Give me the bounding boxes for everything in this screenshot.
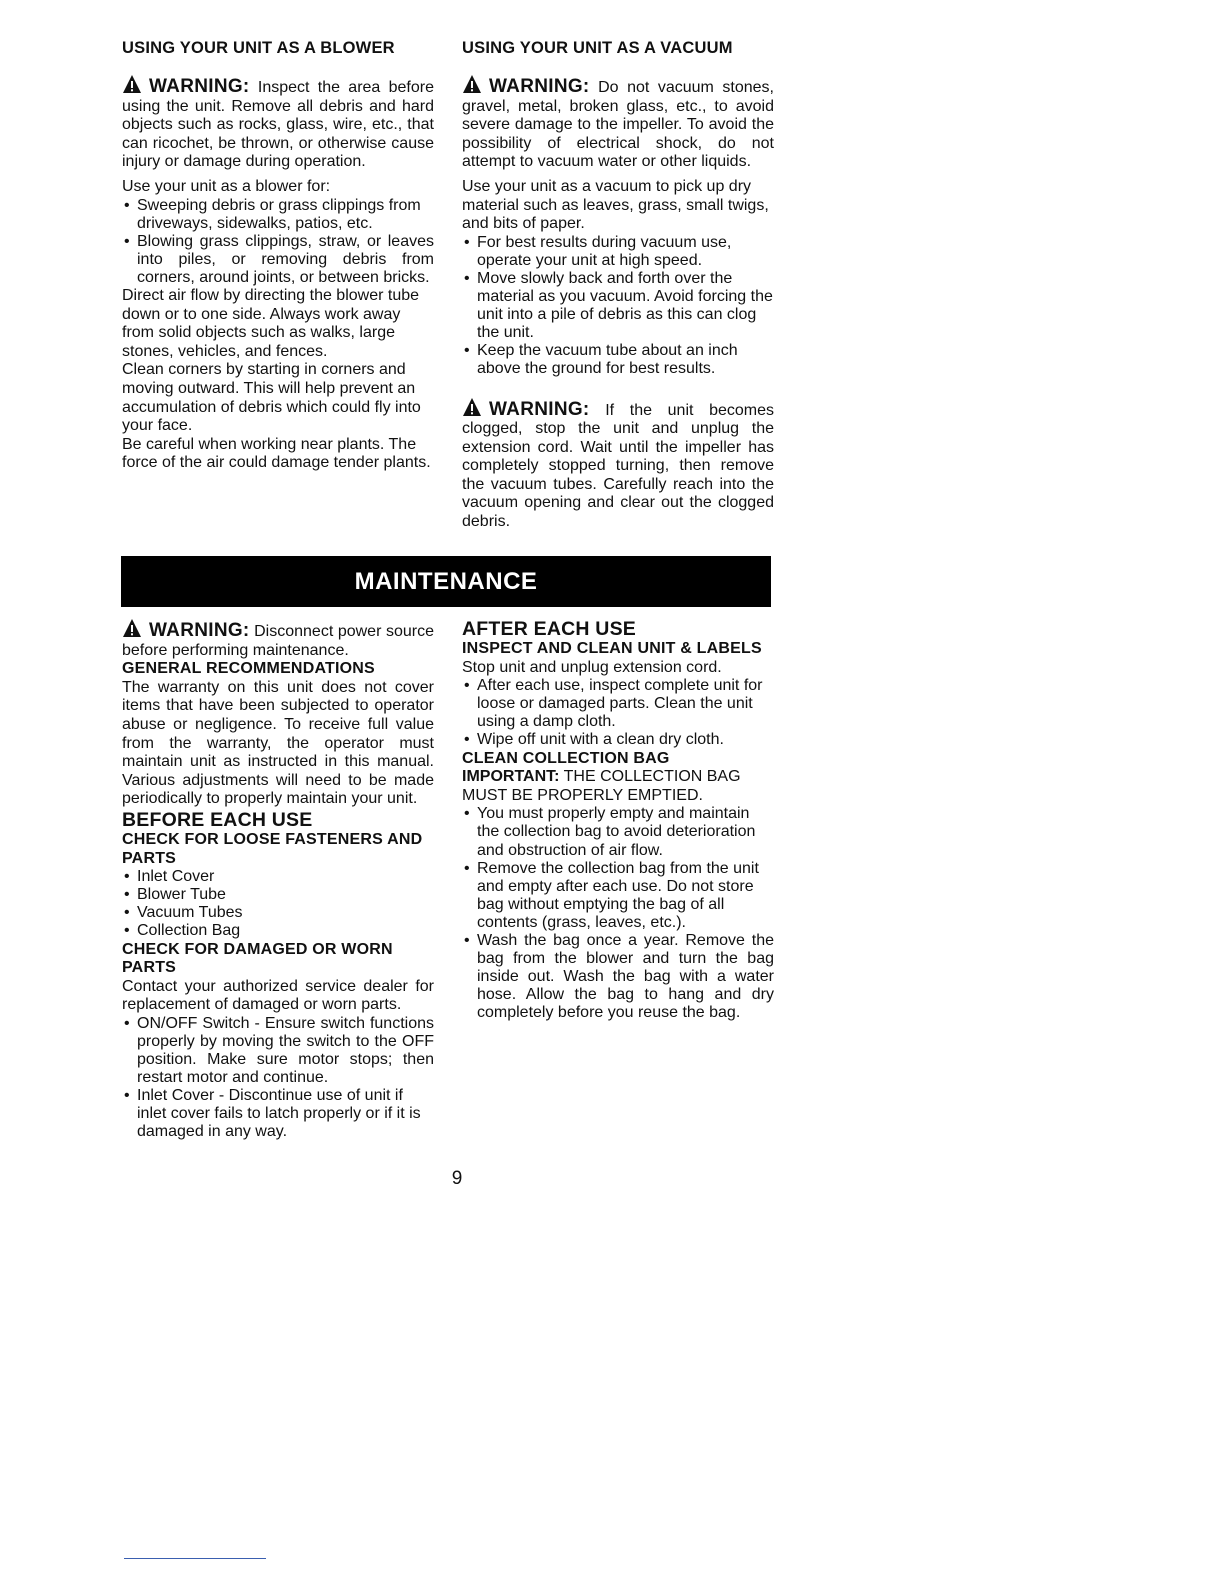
list-item: • Collection Bag [122,922,434,940]
important-note [462,768,774,805]
warning-text: Inspect the area before using the unit. Remove all debris and hard objects such as rocks, glass, wire, etc., that can ricochet, be thrown, or otherwise cause injury or damage during operation. [122,79,434,171]
vacuum-warning-clogged [462,397,774,532]
blower-list [122,197,434,287]
vacuum-section [462,38,774,538]
list-item: • Inlet Cover [122,868,434,886]
list-item: • Wipe off unit with a clean dry cloth. [462,731,774,749]
warning-text: Do not vacuum stones, gravel, metal, broken glass, etc., to avoid severe damage to the impeller. To avoid the possibility of electrical shock, do not attempt to vacuum water or other liquids. [462,79,774,171]
maintenance-left [122,618,434,1142]
check-damaged-heading: CHECK FOR DAMAGED OR WORN PARTS [122,940,393,977]
warning-label: WARNING: [489,398,590,420]
warning-triangle-icon [462,74,488,94]
before-each-use-heading: BEFORE EACH USE [122,808,313,831]
list-item: • ON/OFF Switch - Ensure switch functions properly by moving the switch to the OFF position. Make sure motor stops; then restart motor and continue. [122,1015,434,1087]
blower-warning [122,74,434,172]
general-recommendations-heading: GENERAL RECOMMENDATIONS [122,660,375,678]
page-number: 9 [451,1168,463,1189]
blower-paragraph: Clean corners by starting in corners and moving outward. This will help prevent an accumulation of debris which could fly into your face. [122,361,421,435]
inspect-clean-heading: INSPECT AND CLEAN UNIT & LABELS [462,640,762,657]
check-loose-heading: CHECK FOR LOOSE FASTENERS AND PARTS [122,830,423,867]
warning-triangle-icon [122,74,148,94]
warning-label: WARNING: [149,76,250,97]
list-item: • Vacuum Tubes [122,904,434,922]
bottom-rule [124,1558,266,1559]
general-recommendations-text: The warranty on this unit does not cover items that have been subjected to operator abuse or negligence. To receive full value from the warranty, the operator must maintain unit as instructed in this manual. Various adjustments will need to be made periodically to properly maintain your unit. [122,678,434,808]
loose-parts-list [122,868,434,940]
bag-list [462,805,774,1022]
warning-text: Disconnect power source before performing maintenance. [122,623,434,659]
list-item: • After each use, inspect complete unit for loose or damaged parts. Clean the unit using a damp cloth. [462,677,774,731]
inspect-clean-text: Stop unit and unplug extension cord. [462,658,722,676]
warning-label: WARNING: [149,620,250,641]
important-label: IMPORTANT: [462,768,560,786]
warning-triangle-icon [122,618,148,638]
list-item: • Blowing grass clippings, straw, or leaves into piles, or removing debris from corners, around joints, or between bricks. [122,233,434,287]
blower-title: USING YOUR UNIT AS A BLOWER [122,39,395,57]
list-item: • Move slowly back and forth over the material as you vacuum. Avoid forcing the unit into a pile of debris as this can clog the unit. [462,270,774,342]
list-item: • Remove the collection bag from the unit and empty after each use. Do not store bag without emptying the bag of all contents (grass, leaves, etc.). [462,860,774,932]
vacuum-list [462,234,774,379]
vacuum-warning [462,74,774,172]
blower-paragraph: Be careful when working near plants. The force of the air could damage tender plants. [122,435,431,472]
warning-triangle-icon [462,397,488,417]
blower-paragraph: Direct air flow by directing the blower tube down or to one side. Always work away from solid objects such as walks, large stones, vehicles, and fences. [122,287,420,360]
after-each-use-heading: AFTER EACH USE [462,618,636,640]
list-item: • For best results during vacuum use, operate your unit at high speed. [462,234,774,270]
vacuum-intro: Use your unit as a vacuum to pick up dry material such as leaves, grass, small twigs, and bits of paper. [462,177,769,233]
list-item: • Inlet Cover - Discontinue use of unit if inlet cover fails to latch properly or if it is damaged in any way. [122,1087,434,1141]
important-text: THE COLLECTION BAG MUST BE PROPERLY EMPTIED. [462,768,741,804]
maintenance-warning [122,618,434,660]
list-item: • You must properly empty and maintain the collection bag to avoid deterioration and obstruction of air flow. [462,805,774,859]
inspect-list [462,677,774,749]
list-item: • Wash the bag once a year. Remove the bag from the blower and turn the bag inside out. Wash the bag with a water hose. Allow the bag to hang and dry completely before you reuse the bag. [462,932,774,1022]
damaged-parts-list [122,1015,434,1142]
warning-label: WARNING: [489,76,590,97]
list-item: • Keep the vacuum tube about an inch above the ground for best results. [462,342,774,378]
maintenance-right [462,618,774,1022]
blower-intro: Use your unit as a blower for: [122,177,331,195]
warning-text: If the unit becomes clogged, stop the unit and unplug the extension cord. Wait until the impeller has completely stopped turning, then remove the vacuum tubes. Carefully reach into the vacuum opening and clear out the clogged debris. [462,401,775,531]
list-item: • Sweeping debris or grass clippings from driveways, sidewalks, patios, etc. [122,197,434,233]
blower-section [122,38,434,473]
list-item: • Blower Tube [122,886,434,904]
vacuum-title: USING YOUR UNIT AS A VACUUM [462,39,733,57]
clean-bag-heading: CLEAN COLLECTION BAG [462,749,670,767]
maintenance-banner: MAINTENANCE [121,556,771,607]
damaged-parts-text: Contact your authorized service dealer for replacement of damaged or worn parts. [122,977,434,1014]
